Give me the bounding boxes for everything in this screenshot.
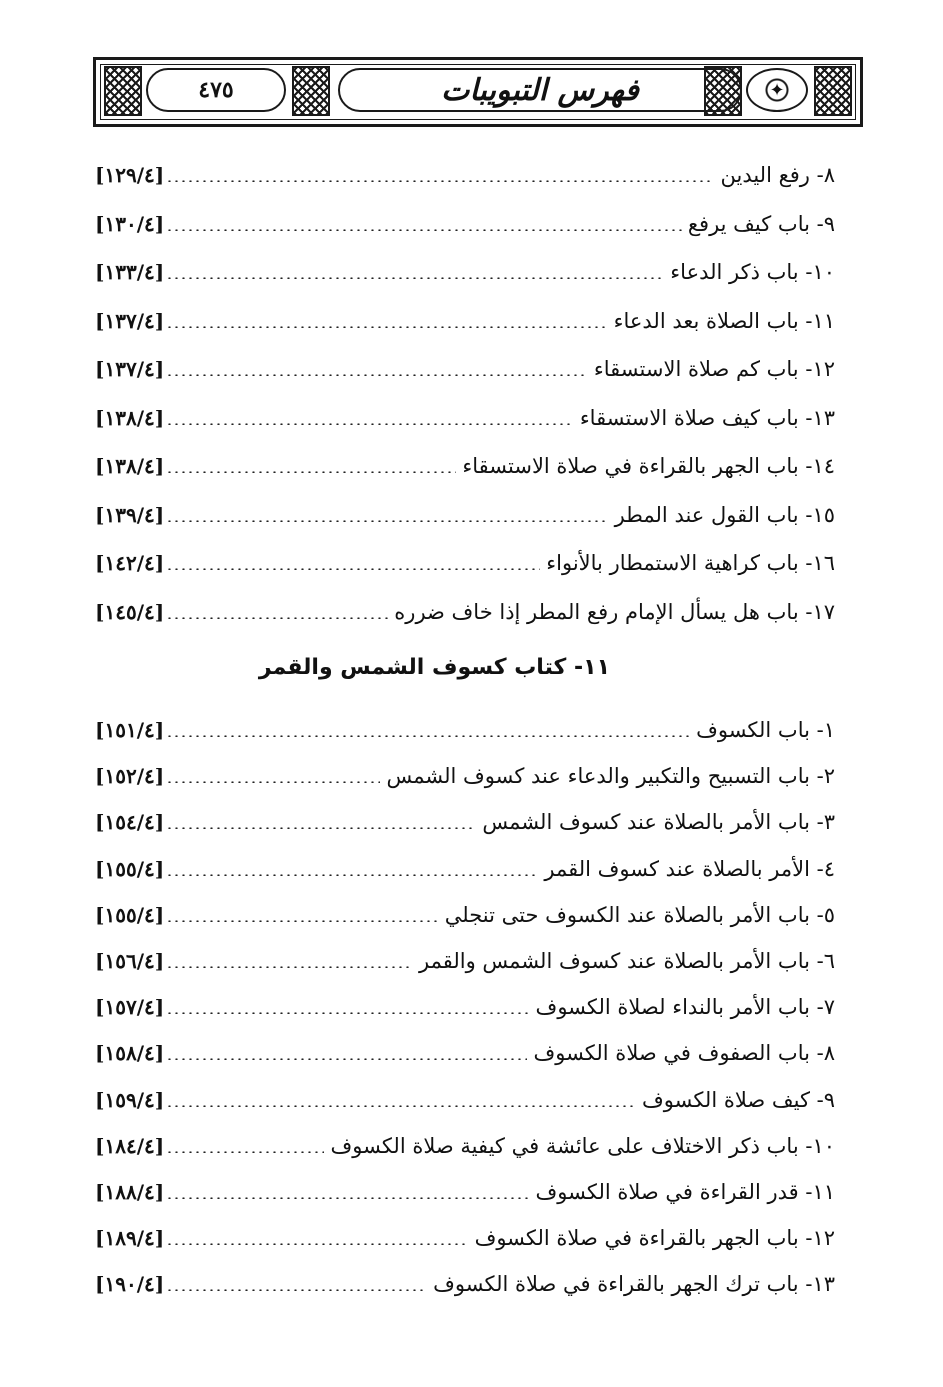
dot-leader xyxy=(166,277,664,279)
toc-entry xyxy=(95,807,835,837)
toc-entry xyxy=(95,1085,835,1115)
dot-leader xyxy=(166,827,476,829)
toc-entry-title: ١٥- باب القول عند المطر xyxy=(614,502,835,527)
toc-entry xyxy=(95,1131,835,1161)
toc-entry xyxy=(95,715,835,745)
toc-entry-title: ١٤- باب الجهر بالقراءة في صلاة الاستسقاء xyxy=(462,454,835,478)
toc-entry-title: ٥- باب الأمر بالصلاة عند الكسوف حتى تنجلي xyxy=(444,902,835,927)
dot-leader xyxy=(166,1197,529,1199)
dot-leader xyxy=(166,326,607,328)
toc-entry xyxy=(95,160,835,190)
toc-entry-title: ١١- قدر القراءة في صلاة الكسوف xyxy=(535,1180,835,1204)
toc-entry-reference: [١٣٨/٤] xyxy=(95,405,165,430)
toc-entry-title: ٩- باب كيف يرفع xyxy=(687,211,835,236)
dot-leader xyxy=(166,1058,527,1060)
seal-mark-icon: ✦ xyxy=(769,79,785,101)
dot-leader xyxy=(166,920,439,922)
toc-entry xyxy=(95,1269,835,1299)
toc-entry xyxy=(95,548,835,578)
dot-leader xyxy=(166,1012,529,1014)
toc-entry-title: ١٠- باب ذكر الدعاء xyxy=(670,260,835,284)
toc-entry-title: ٧- باب الأمر بالنداء لصلاة الكسوف xyxy=(535,995,835,1020)
toc-entry-reference: [١٣٧/٤] xyxy=(95,308,165,333)
toc-entry-reference: [١٨٨/٤] xyxy=(95,1180,165,1204)
toc-entry-reference: [١٢٩/٤] xyxy=(95,163,165,187)
toc-entry-title: ١- باب الكسوف xyxy=(696,718,835,742)
dot-leader xyxy=(166,1151,324,1153)
toc-entry-reference: [١٤٥/٤] xyxy=(95,599,165,624)
toc-entry-reference: [١٥٥/٤] xyxy=(95,902,165,927)
toc-entry-reference: [١٣٧/٤] xyxy=(95,357,165,381)
dot-leader xyxy=(166,229,682,231)
toc-entry xyxy=(95,900,835,930)
running-title: فهرس التبويبات xyxy=(441,72,639,108)
dot-leader xyxy=(166,781,380,783)
toc-entry-reference: [١٥٨/٤] xyxy=(95,1041,165,1066)
dot-leader xyxy=(166,374,588,376)
toc-entry-title: ١٢- باب كم صلاة الاستسقاء xyxy=(593,357,835,381)
toc-entry-title: ١٢- باب الجهر بالقراءة في صلاة الكسوف xyxy=(474,1226,835,1251)
ornament-icon xyxy=(704,66,742,116)
toc-entry-title: ١١- باب الصلاة بعد الدعاء xyxy=(613,308,835,333)
dot-leader xyxy=(166,1105,636,1107)
dot-leader xyxy=(166,874,538,876)
toc-entry xyxy=(95,1223,835,1253)
publisher-seal-icon xyxy=(746,68,808,112)
toc-entry xyxy=(95,209,835,239)
dot-leader xyxy=(166,471,456,473)
toc-entry-title: ٨- باب الصفوف في صلاة الكسوف xyxy=(533,1041,835,1066)
page-header xyxy=(93,57,863,127)
toc-entry-title: ٩- كيف صلاة الكسوف xyxy=(641,1087,835,1112)
ornament-icon xyxy=(104,66,142,116)
toc-entry-reference: [١٩٠/٤] xyxy=(95,1272,165,1297)
toc-entry-title: ١٣- باب ترك الجهر بالقراءة في صلاة الكسوف xyxy=(433,1272,835,1297)
toc-entry-title: ١٦- باب كراهية الاستمطار بالأنواء xyxy=(546,551,835,575)
toc-entry xyxy=(95,306,835,336)
dot-leader xyxy=(166,617,388,619)
dot-leader xyxy=(166,520,608,522)
toc-entry xyxy=(95,1038,835,1068)
dot-leader xyxy=(166,966,413,968)
toc-entry xyxy=(95,403,835,433)
toc-entry-reference: [١٥٧/٤] xyxy=(95,995,165,1020)
toc-entry xyxy=(95,854,835,884)
toc-entry-title: ١٣- باب كيف صلاة الاستسقاء xyxy=(579,405,835,430)
toc-entry xyxy=(95,500,835,530)
toc-entry-reference: [١٣٩/٤] xyxy=(95,502,165,527)
dot-leader xyxy=(166,1243,468,1245)
toc-entry-reference: [١٣٠/٤] xyxy=(95,211,165,236)
page-number: ٤٧٥ xyxy=(198,77,234,103)
dot-leader xyxy=(166,735,690,737)
toc-entry-reference: [١٣٣/٤] xyxy=(95,260,165,284)
toc-entry-reference: [١٥٦/٤] xyxy=(95,949,165,973)
toc-entry xyxy=(95,946,835,976)
toc-entry xyxy=(95,992,835,1022)
toc-entry-reference: [١٤٢/٤] xyxy=(95,551,165,575)
toc-entry-reference: [١٥٩/٤] xyxy=(95,1087,165,1112)
toc-entry-title: ٤- الأمر بالصلاة عند كسوف القمر xyxy=(544,856,835,881)
dot-leader xyxy=(166,180,714,182)
dot-leader xyxy=(166,568,540,570)
toc-entry xyxy=(95,1177,835,1207)
ornament-icon xyxy=(814,66,852,116)
dot-leader xyxy=(166,423,574,425)
toc-entry-reference: [١٥١/٤] xyxy=(95,718,165,742)
toc-entry xyxy=(95,451,835,481)
toc-entry xyxy=(95,761,835,791)
toc-entry-title: ٨- رفع اليدين xyxy=(720,163,835,187)
toc-entry-reference: [١٥٥/٤] xyxy=(95,856,165,881)
toc-entry xyxy=(95,597,835,627)
toc-entry-reference: [١٥٢/٤] xyxy=(95,764,165,789)
toc-entry-title: ٣- باب الأمر بالصلاة عند كسوف الشمس xyxy=(482,810,835,835)
toc-entry-reference: [١٨٩/٤] xyxy=(95,1226,165,1251)
toc-entry-reference: [١٨٤/٤] xyxy=(95,1133,165,1158)
toc-entry-title: ٦- باب الأمر بالصلاة عند كسوف الشمس والقمر xyxy=(419,949,835,973)
toc-entry xyxy=(95,257,835,287)
toc-entry-reference: [١٣٨/٤] xyxy=(95,454,165,478)
toc-entry xyxy=(95,354,835,384)
dot-leader xyxy=(166,1289,427,1291)
toc-entry-title: ١٧- باب هل يسأل الإمام رفع المطر إذا خاف ضرره xyxy=(394,599,835,624)
section-heading: ١١- كتاب كسوف الشمس والقمر xyxy=(258,655,610,680)
page-number-cartouche xyxy=(146,68,286,112)
header-title-cartouche xyxy=(338,68,742,112)
toc-entry-title: ٢- باب التسبيح والتكبير والدعاء عند كسوف الشمس xyxy=(386,764,835,789)
ornament-icon xyxy=(292,66,330,116)
toc-entry-title: ١٠- باب ذكر الاختلاف على عائشة في كيفية صلاة الكسوف xyxy=(330,1133,835,1158)
toc-entry-reference: [١٥٤/٤] xyxy=(95,810,165,835)
